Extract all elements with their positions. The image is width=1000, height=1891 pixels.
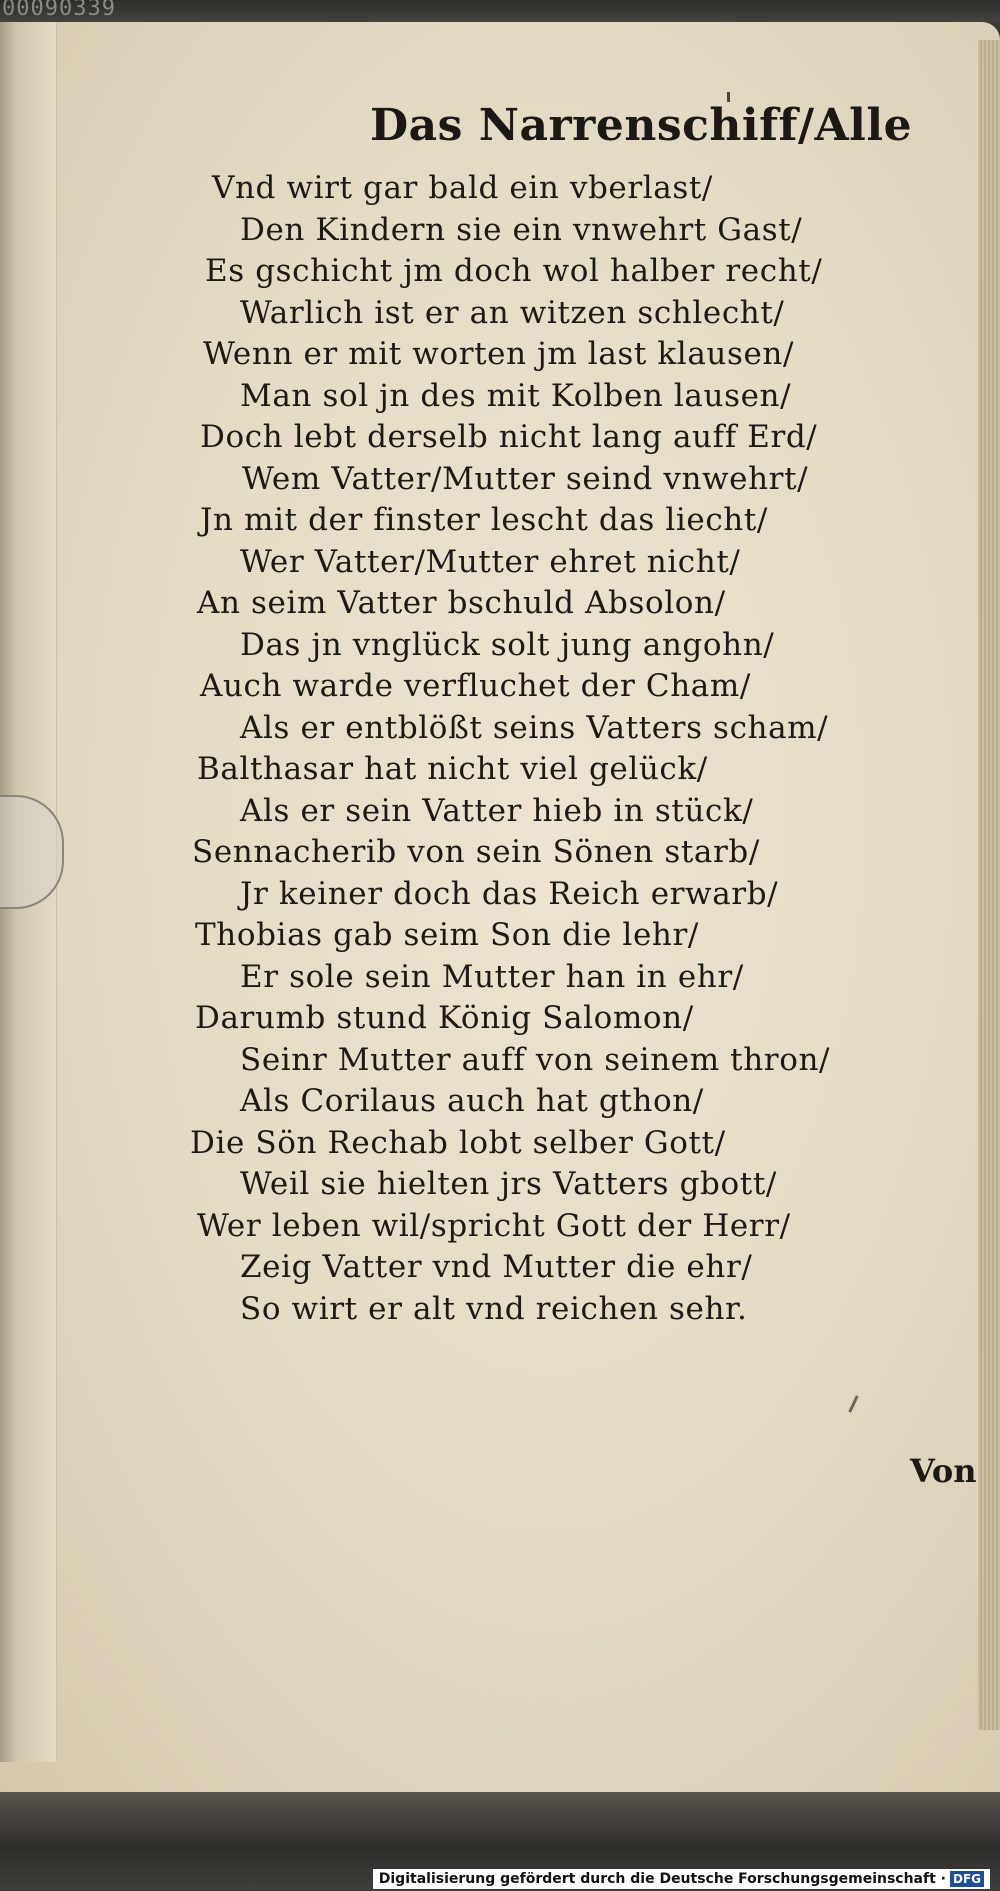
dfg-logo: DFG — [950, 1871, 984, 1887]
verse-line: Man sol jn des mit Kolben lausen/ — [240, 378, 792, 414]
scan-bottom-border — [0, 1792, 1000, 1891]
verse-line: An seim Vatter bschuld Absolon/ — [197, 585, 726, 621]
verse-line: Jn mit der finster lescht das liecht/ — [200, 502, 768, 538]
verse-line: So wirt er alt vnd reichen sehr. — [240, 1291, 748, 1327]
scan-top-border — [0, 0, 1000, 22]
funding-text: Digitalisierung gefördert durch die Deutsche Forschungsgemeinschaft · — [378, 1871, 946, 1887]
verse-line: Als er sein Vatter hieb in stück/ — [240, 793, 754, 829]
verse-line: Vnd wirt gar bald ein vberlast/ — [212, 170, 713, 206]
verse-line: Darumb stund König Salomon/ — [195, 1000, 694, 1036]
verse-line: Doch lebt derselb nicht lang auff Erd/ — [200, 419, 818, 455]
verse-line: Balthasar hat nicht viel gelück/ — [197, 751, 708, 787]
running-header: Das Narrenschiff/Alle — [370, 100, 913, 151]
verse-line: Warlich ist er an witzen schlecht/ — [240, 295, 785, 331]
scan-id: 00090339 — [2, 0, 116, 21]
verse-line: Die Sön Rechab lobt selber Gott/ — [190, 1125, 726, 1161]
verse-line: Wer Vatter/Mutter ehret nicht/ — [240, 544, 741, 580]
verse-line: Seinr Mutter auff von seinem thron/ — [240, 1042, 831, 1078]
verse-line: Wem Vatter/Mutter seind vnwehrt/ — [242, 461, 809, 497]
verse-line: Den Kindern sie ein vnwehrt Gast/ — [240, 212, 803, 248]
verse-line: Wer leben wil/spricht Gott der Herr/ — [197, 1208, 791, 1244]
page-fore-edge — [978, 40, 1000, 1730]
verse-line: Als er entblößt seins Vatters scham/ — [240, 710, 829, 746]
verse-line: Sennacherib von sein Sönen starb/ — [192, 834, 760, 870]
verse-line: Auch warde verfluchet der Cham/ — [200, 668, 751, 704]
funding-footer — [373, 1869, 990, 1889]
catchword: Von — [910, 1452, 977, 1490]
verse-line: Als Corilaus auch hat gthon/ — [240, 1083, 704, 1119]
verse-line: Thobias gab seim Son die lehr/ — [195, 917, 699, 953]
verse-line: Es gschicht jm doch wol halber recht/ — [205, 253, 823, 289]
verse-line: Zeig Vatter vnd Mutter die ehr/ — [240, 1249, 753, 1285]
verse-line: Das jn vnglück solt jung angohn/ — [240, 627, 775, 663]
verse-line: Er sole sein Mutter han in ehr/ — [240, 959, 744, 995]
verse-line: Wenn er mit worten jm last klausen/ — [203, 336, 795, 372]
verse-line: Jr keiner doch das Reich erwarb/ — [240, 876, 779, 912]
verse-line: Weil sie hielten jrs Vatters gbott/ — [240, 1166, 777, 1202]
